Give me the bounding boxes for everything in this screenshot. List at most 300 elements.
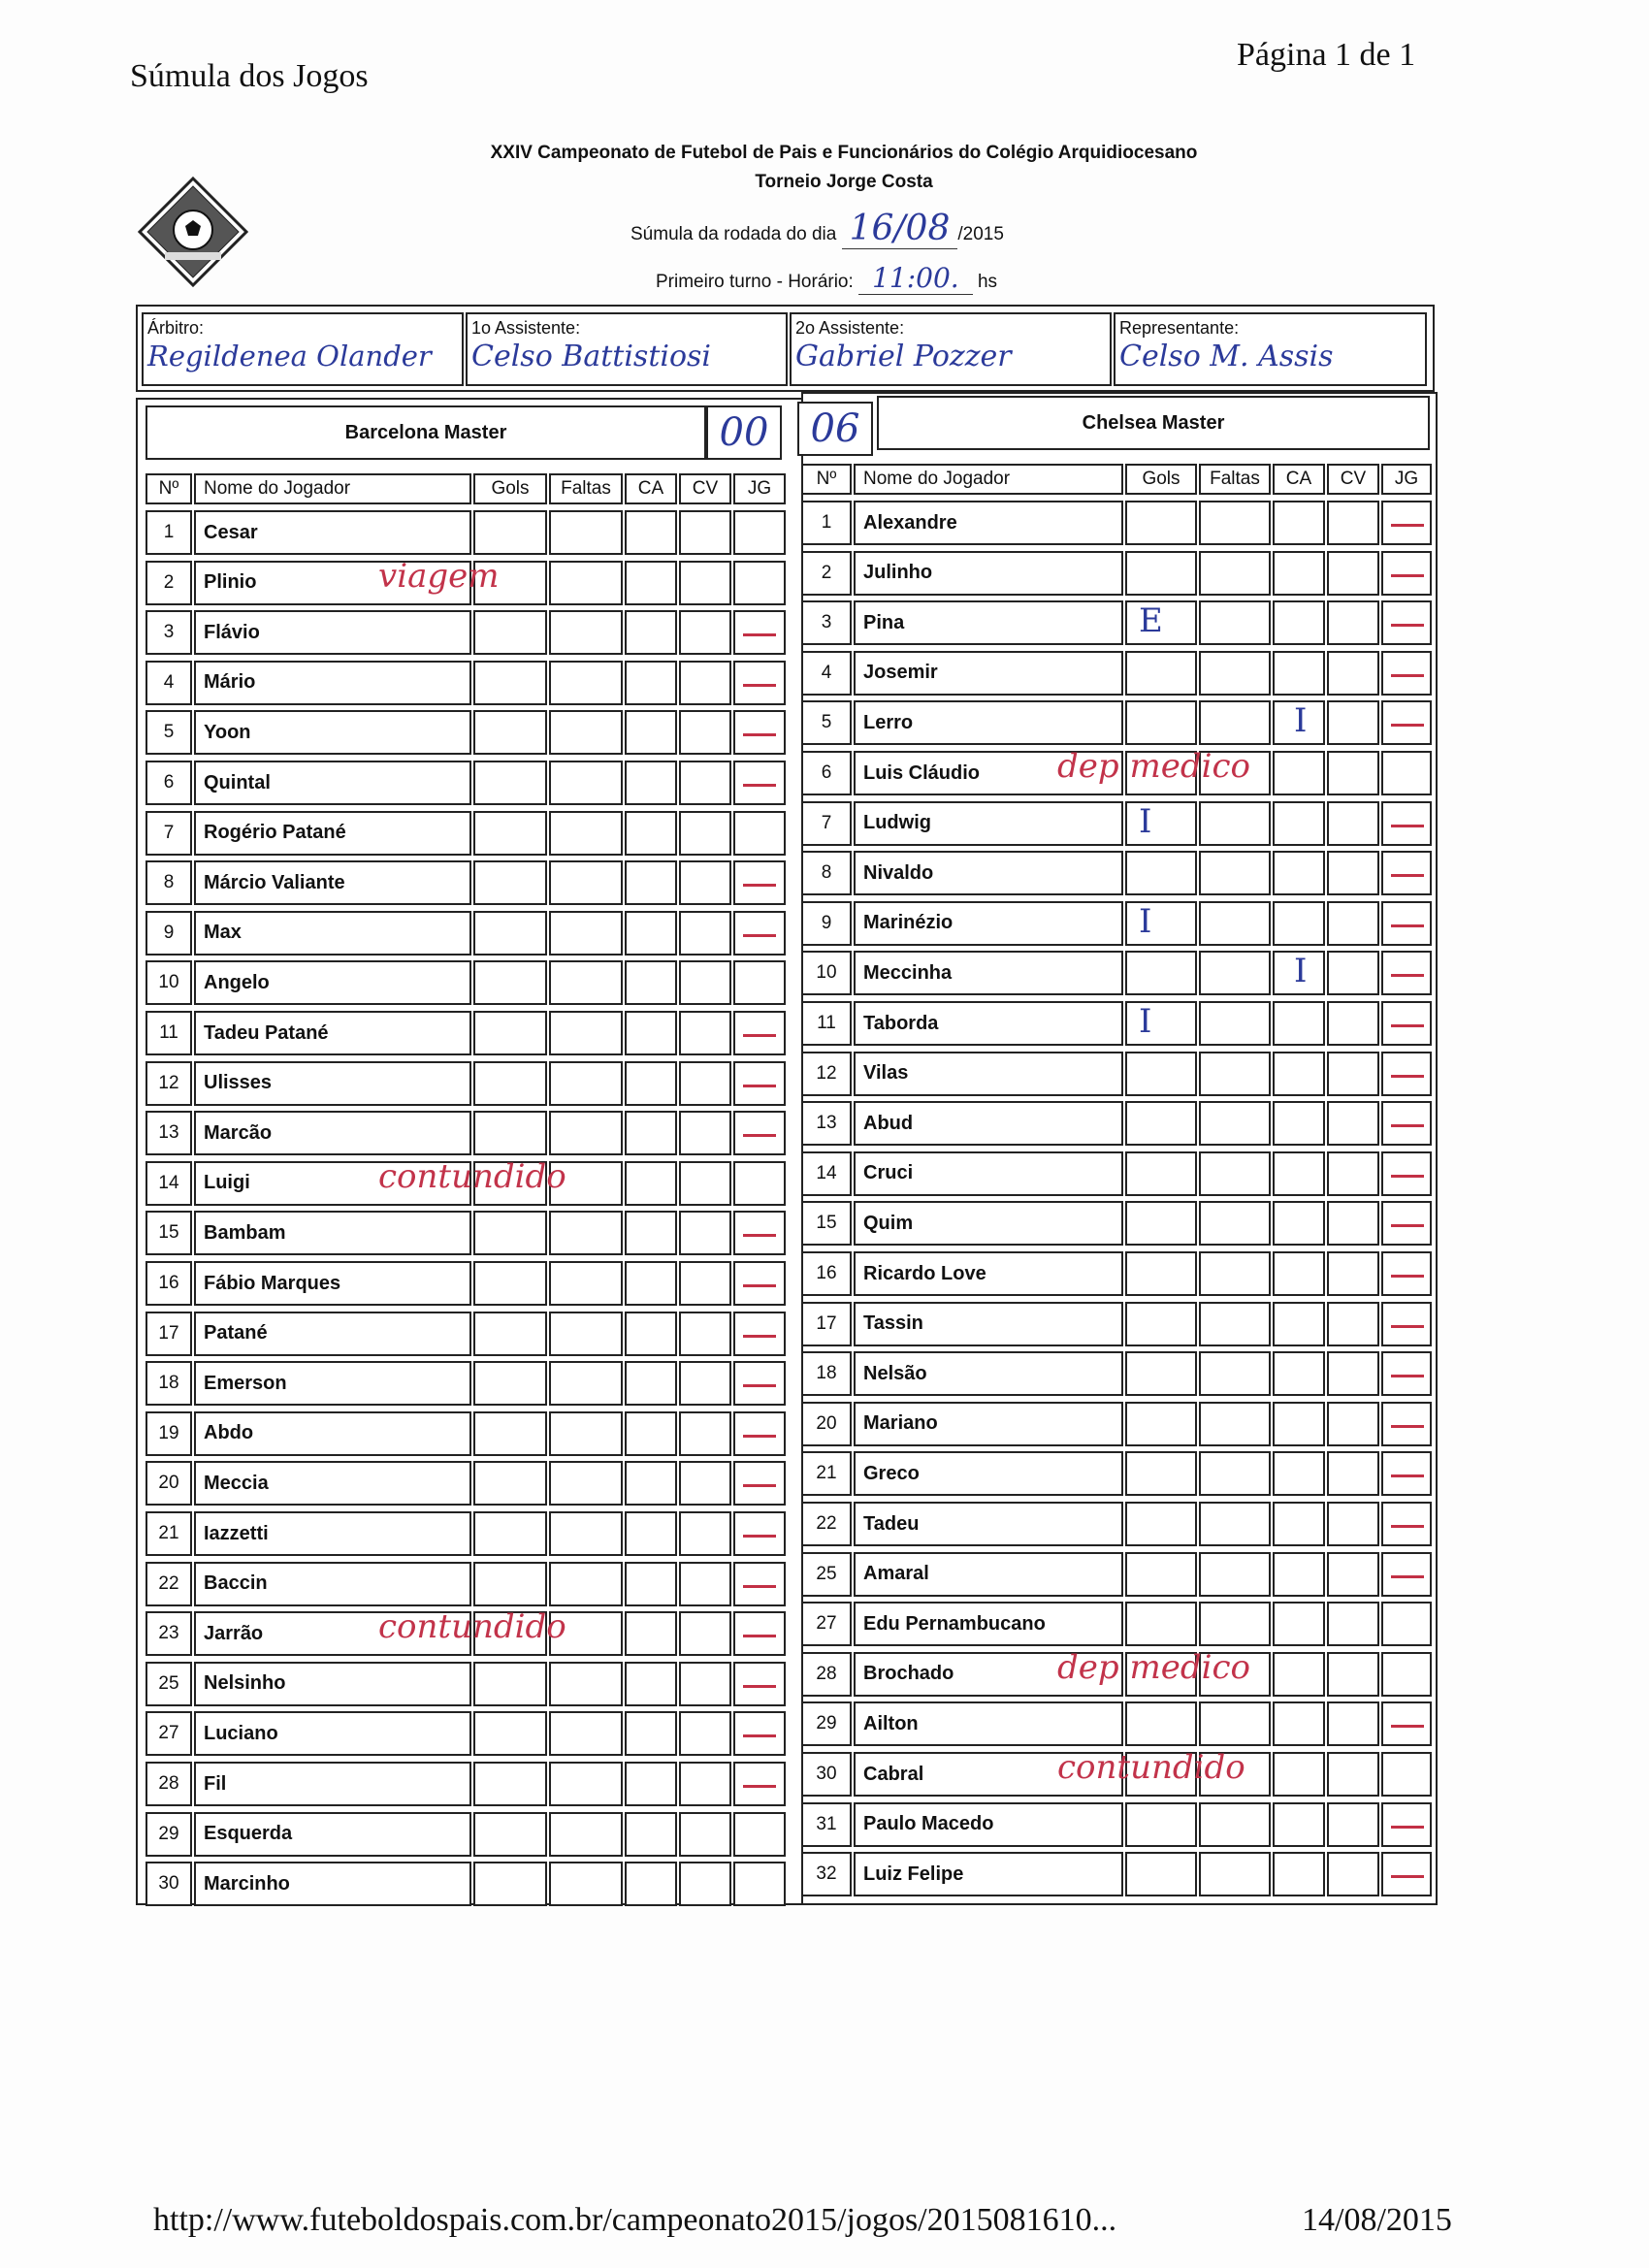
home-player-number: 18	[146, 1361, 192, 1406]
away-player-number: 15	[801, 1201, 852, 1246]
home-player-cv	[679, 1161, 731, 1206]
home-team-name: Barcelona Master	[146, 405, 706, 460]
away-player-ca	[1273, 1001, 1325, 1046]
away-player-gols	[1125, 1001, 1197, 1046]
home-player-gols	[473, 1011, 547, 1055]
home-player-gols	[473, 960, 547, 1005]
away-player-name: Edu Pernambucano	[854, 1602, 1123, 1646]
played-mark	[743, 1134, 776, 1137]
home-player-ca	[625, 1511, 677, 1556]
handwritten-note: dep medico	[1057, 1647, 1250, 1687]
away-player-gols	[1125, 1701, 1197, 1746]
home-player-cv	[679, 710, 731, 755]
championship-title	[407, 139, 1280, 197]
away-player-faltas	[1199, 501, 1271, 545]
away-player-number: 2	[801, 551, 852, 596]
home-player-number: 15	[146, 1211, 192, 1255]
home-player-cv	[679, 1662, 731, 1706]
played-mark	[743, 934, 776, 937]
home-player-cv	[679, 661, 731, 705]
played-mark	[1391, 1826, 1424, 1829]
home-player-jg	[733, 1261, 786, 1306]
home-player-gols	[473, 1361, 547, 1406]
home-player-faltas	[549, 811, 623, 856]
away-player-cv	[1327, 1451, 1379, 1496]
away-col-jg: JG	[1381, 464, 1432, 495]
home-player-faltas	[549, 1461, 623, 1506]
away-player-cv	[1327, 651, 1379, 696]
away-player-jg	[1381, 751, 1432, 795]
played-mark	[743, 1435, 776, 1438]
home-player-ca	[625, 1611, 677, 1656]
home-player-number: 14	[146, 1161, 192, 1206]
away-player-number: 27	[801, 1602, 852, 1646]
home-player-name: Patané	[194, 1312, 471, 1356]
away-player-number: 28	[801, 1652, 852, 1697]
home-player-faltas	[549, 1511, 623, 1556]
home-player-number: 11	[146, 1011, 192, 1055]
away-player-number: 32	[801, 1852, 852, 1896]
away-player-name: Quim	[854, 1201, 1123, 1246]
home-player-cv	[679, 1111, 731, 1155]
home-player-name: Marcinho	[194, 1862, 471, 1906]
home-player-ca	[625, 1211, 677, 1255]
home-player-name: Cesar	[194, 510, 471, 555]
away-player-cv	[1327, 1402, 1379, 1446]
away-player-cv	[1327, 1001, 1379, 1046]
home-player-number: 17	[146, 1312, 192, 1356]
away-player-faltas	[1199, 551, 1271, 596]
document-title: Súmula dos Jogos	[130, 58, 369, 94]
away-player-ca	[1273, 1451, 1325, 1496]
home-player-cv	[679, 1812, 731, 1857]
home-player-jg	[733, 510, 786, 555]
home-player-jg	[733, 761, 786, 805]
away-player-ca	[1273, 1752, 1325, 1797]
away-player-faltas	[1199, 1852, 1271, 1896]
played-mark	[1391, 574, 1424, 577]
away-player-name: Marinézio	[854, 901, 1123, 946]
away-player-faltas	[1199, 700, 1271, 745]
away-player-cv	[1327, 1552, 1379, 1597]
home-player-name: Fil	[194, 1762, 471, 1806]
turno-line	[656, 262, 997, 294]
away-player-faltas	[1199, 951, 1271, 995]
home-player-jg	[733, 1711, 786, 1756]
away-player-faltas	[1199, 1302, 1271, 1346]
home-player-cv	[679, 1611, 731, 1656]
played-mark	[1391, 1474, 1424, 1477]
home-player-gols	[473, 761, 547, 805]
played-mark	[1391, 1275, 1424, 1278]
away-player-name: Vilas	[854, 1052, 1123, 1096]
handwritten-note: contundido	[1057, 1748, 1245, 1787]
home-player-ca	[625, 1862, 677, 1906]
away-player-gols	[1125, 1151, 1197, 1196]
home-player-gols	[473, 1762, 547, 1806]
home-col-name: Nome do Jogador	[194, 473, 471, 504]
away-player-name: Julinho	[854, 551, 1123, 596]
away-player-name: Cruci	[854, 1151, 1123, 1196]
away-player-jg	[1381, 1302, 1432, 1346]
away-player-number: 8	[801, 851, 852, 895]
official-arbitro	[142, 312, 464, 386]
away-player-faltas	[1199, 651, 1271, 696]
home-player-ca	[625, 1261, 677, 1306]
home-player-jg	[733, 1562, 786, 1606]
away-player-name: Mariano	[854, 1402, 1123, 1446]
away-player-gols	[1125, 1451, 1197, 1496]
home-player-gols	[473, 610, 547, 655]
home-player-name: Meccia	[194, 1461, 471, 1506]
home-player-jg	[733, 1011, 786, 1055]
away-player-jg	[1381, 1151, 1432, 1196]
away-col-gols: Gols	[1125, 464, 1197, 495]
played-mark	[1391, 1725, 1424, 1728]
home-player-name: Nelsinho	[194, 1662, 471, 1706]
away-player-ca	[1273, 1101, 1325, 1146]
home-player-gols	[473, 1411, 547, 1456]
home-player-cv	[679, 1461, 731, 1506]
home-player-cv	[679, 1061, 731, 1106]
home-player-cv	[679, 1312, 731, 1356]
away-player-cv	[1327, 851, 1379, 895]
away-player-cv	[1327, 951, 1379, 995]
away-player-number: 17	[801, 1302, 852, 1346]
away-player-cv	[1327, 700, 1379, 745]
away-player-number: 7	[801, 801, 852, 846]
home-player-faltas	[549, 1411, 623, 1456]
played-mark	[1391, 674, 1424, 677]
played-mark	[743, 733, 776, 736]
away-player-faltas	[1199, 1201, 1271, 1246]
away-player-ca	[1273, 1552, 1325, 1597]
away-player-jg	[1381, 1351, 1432, 1396]
home-player-name: Luciano	[194, 1711, 471, 1756]
home-player-number: 8	[146, 860, 192, 905]
home-player-name: Baccin	[194, 1562, 471, 1606]
home-col-jg: JG	[733, 473, 786, 504]
away-player-number: 31	[801, 1802, 852, 1847]
away-player-faltas	[1199, 1451, 1271, 1496]
away-player-gols	[1125, 1552, 1197, 1597]
home-player-jg	[733, 1312, 786, 1356]
handwritten-note: dep medico	[1057, 747, 1250, 786]
away-player-name: Ailton	[854, 1701, 1123, 1746]
away-col-ca: CA	[1273, 464, 1325, 495]
home-player-name: Tadeu Patané	[194, 1011, 471, 1055]
away-player-gols	[1125, 1802, 1197, 1847]
played-mark	[1391, 1075, 1424, 1078]
away-player-name: Meccinha	[854, 951, 1123, 995]
home-player-gols	[473, 710, 547, 755]
played-mark	[1391, 924, 1424, 927]
home-player-name: Emerson	[194, 1361, 471, 1406]
played-mark	[1391, 1525, 1424, 1528]
home-player-name: Iazzetti	[194, 1511, 471, 1556]
home-player-number: 7	[146, 811, 192, 856]
away-player-faltas	[1199, 1351, 1271, 1396]
away-player-name: Paulo Macedo	[854, 1802, 1123, 1847]
away-player-faltas	[1199, 1552, 1271, 1597]
played-mark	[1391, 524, 1424, 527]
away-player-gols	[1125, 951, 1197, 995]
played-mark	[743, 1034, 776, 1037]
away-player-jg	[1381, 1502, 1432, 1546]
away-player-ca	[1273, 1251, 1325, 1296]
home-player-name: Max	[194, 911, 471, 956]
page-number: Página 1 de 1	[1237, 37, 1416, 73]
home-player-gols	[473, 811, 547, 856]
away-player-name: Alexandre	[854, 501, 1123, 545]
away-player-ca	[1273, 1201, 1325, 1246]
away-player-cv	[1327, 1201, 1379, 1246]
played-mark	[743, 1734, 776, 1737]
home-player-jg	[733, 1111, 786, 1155]
handwritten-note: viagem	[378, 556, 500, 596]
away-player-cv	[1327, 1052, 1379, 1096]
away-player-cv	[1327, 1602, 1379, 1646]
home-player-number: 5	[146, 710, 192, 755]
away-player-cv	[1327, 1101, 1379, 1146]
home-player-number: 29	[146, 1812, 192, 1857]
home-player-ca	[625, 761, 677, 805]
home-player-jg	[733, 661, 786, 705]
home-player-ca	[625, 510, 677, 555]
away-player-gols	[1125, 1502, 1197, 1546]
away-player-faltas	[1199, 1052, 1271, 1096]
away-player-number: 14	[801, 1151, 852, 1196]
footer	[153, 2202, 1452, 2239]
home-player-name: Esquerda	[194, 1812, 471, 1857]
away-player-jg	[1381, 1402, 1432, 1446]
home-player-cv	[679, 510, 731, 555]
away-player-jg	[1381, 901, 1432, 946]
home-player-cv	[679, 860, 731, 905]
home-player-cv	[679, 1211, 731, 1255]
home-col-faltas: Faltas	[549, 473, 623, 504]
goal-mark: I	[1139, 1002, 1152, 1041]
home-player-cv	[679, 811, 731, 856]
away-player-jg	[1381, 1201, 1432, 1246]
home-player-gols	[473, 1862, 547, 1906]
played-mark	[743, 1785, 776, 1788]
handwritten-note: contundido	[378, 1156, 566, 1196]
home-player-cv	[679, 1411, 731, 1456]
home-player-cv	[679, 960, 731, 1005]
away-player-name: Pina	[854, 600, 1123, 645]
home-player-name: Bambam	[194, 1211, 471, 1255]
home-player-cv	[679, 610, 731, 655]
away-player-number: 18	[801, 1351, 852, 1396]
home-player-number: 13	[146, 1111, 192, 1155]
home-player-jg	[733, 911, 786, 956]
away-player-number: 22	[801, 1502, 852, 1546]
home-player-name: Quintal	[194, 761, 471, 805]
away-col-num: Nº	[801, 464, 852, 495]
home-player-cv	[679, 1011, 731, 1055]
away-player-jg	[1381, 700, 1432, 745]
home-player-name: Mário	[194, 661, 471, 705]
home-player-ca	[625, 811, 677, 856]
away-player-number: 4	[801, 651, 852, 696]
away-col-cv: CV	[1327, 464, 1379, 495]
played-mark	[1391, 974, 1424, 977]
away-player-ca	[1273, 1351, 1325, 1396]
yellow-card-mark: I	[1294, 701, 1308, 741]
home-player-name: Ulisses	[194, 1061, 471, 1106]
home-player-name: Márcio Valiante	[194, 860, 471, 905]
played-mark	[743, 1635, 776, 1637]
official-value: Celso M. Assis	[1119, 340, 1334, 373]
away-player-gols	[1125, 700, 1197, 745]
home-player-ca	[625, 1762, 677, 1806]
official-label: Representante:	[1119, 318, 1240, 338]
home-player-faltas	[549, 960, 623, 1005]
home-player-gols	[473, 1812, 547, 1857]
home-player-jg	[733, 1862, 786, 1906]
home-player-number: 4	[146, 661, 192, 705]
played-mark	[1391, 1425, 1424, 1428]
home-player-cv	[679, 1511, 731, 1556]
away-player-ca	[1273, 751, 1325, 795]
home-player-number: 6	[146, 761, 192, 805]
away-player-gols	[1125, 1201, 1197, 1246]
home-player-jg	[733, 1611, 786, 1656]
home-player-ca	[625, 960, 677, 1005]
away-player-ca	[1273, 1852, 1325, 1896]
away-player-ca	[1273, 1052, 1325, 1096]
away-player-jg	[1381, 951, 1432, 995]
home-player-faltas	[549, 610, 623, 655]
played-mark	[743, 1234, 776, 1237]
away-player-ca	[1273, 1502, 1325, 1546]
away-team-name: Chelsea Master	[877, 396, 1430, 450]
away-player-number: 20	[801, 1402, 852, 1446]
away-player-cv	[1327, 1302, 1379, 1346]
home-player-faltas	[549, 1011, 623, 1055]
away-player-number: 5	[801, 700, 852, 745]
home-player-faltas	[549, 1111, 623, 1155]
home-player-name: Luigi	[194, 1161, 471, 1206]
home-player-jg	[733, 710, 786, 755]
home-player-name: Flávio	[194, 610, 471, 655]
played-mark	[1391, 1124, 1424, 1127]
away-player-faltas	[1199, 1502, 1271, 1546]
home-player-gols	[473, 1111, 547, 1155]
home-player-name: Fábio Marques	[194, 1261, 471, 1306]
played-mark	[1391, 874, 1424, 877]
played-mark	[743, 1484, 776, 1487]
away-player-cv	[1327, 600, 1379, 645]
home-player-faltas	[549, 1862, 623, 1906]
rodada-label: Súmula da rodada do dia	[630, 224, 837, 244]
official-assistente-1	[466, 312, 788, 386]
home-player-jg	[733, 1361, 786, 1406]
away-player-name: Ludwig	[854, 801, 1123, 846]
home-player-ca	[625, 610, 677, 655]
home-score: 00	[706, 405, 782, 460]
home-player-jg	[733, 1461, 786, 1506]
home-player-number: 1	[146, 510, 192, 555]
away-player-gols	[1125, 1251, 1197, 1296]
away-player-number: 10	[801, 951, 852, 995]
home-player-gols	[473, 1211, 547, 1255]
official-value: Regildenea Olander	[147, 340, 432, 373]
home-player-faltas	[549, 1361, 623, 1406]
away-player-name: Cabral	[854, 1752, 1123, 1797]
home-player-ca	[625, 1011, 677, 1055]
away-player-ca	[1273, 551, 1325, 596]
home-player-faltas	[549, 1562, 623, 1606]
footer-date: 14/08/2015	[1302, 2202, 1452, 2238]
home-player-faltas	[549, 510, 623, 555]
away-player-jg	[1381, 600, 1432, 645]
away-player-name: Luis Cláudio	[854, 751, 1123, 795]
away-player-gols	[1125, 901, 1197, 946]
home-player-gols	[473, 860, 547, 905]
home-player-number: 27	[146, 1711, 192, 1756]
home-player-gols	[473, 1562, 547, 1606]
away-player-jg	[1381, 851, 1432, 895]
away-player-name: Brochado	[854, 1652, 1123, 1697]
home-player-faltas	[549, 860, 623, 905]
away-player-name: Josemir	[854, 651, 1123, 696]
away-player-number: 12	[801, 1052, 852, 1096]
away-player-faltas	[1199, 901, 1271, 946]
horario-value: 11:00.	[858, 262, 973, 295]
away-player-jg	[1381, 1001, 1432, 1046]
home-player-name: Abdo	[194, 1411, 471, 1456]
away-player-cv	[1327, 1852, 1379, 1896]
played-mark	[743, 633, 776, 636]
away-player-gols	[1125, 1302, 1197, 1346]
rodada-year: /2015	[957, 224, 1004, 244]
away-player-number: 21	[801, 1451, 852, 1496]
away-player-faltas	[1199, 1001, 1271, 1046]
horario-suffix: hs	[977, 272, 998, 292]
away-score: 06	[797, 402, 873, 456]
home-player-cv	[679, 1361, 731, 1406]
home-player-ca	[625, 1662, 677, 1706]
official-assistente-2	[790, 312, 1112, 386]
away-player-cv	[1327, 801, 1379, 846]
official-label: Árbitro:	[147, 318, 205, 338]
home-player-faltas	[549, 1662, 623, 1706]
home-player-ca	[625, 1411, 677, 1456]
away-player-faltas	[1199, 1602, 1271, 1646]
home-player-number: 20	[146, 1461, 192, 1506]
home-player-gols	[473, 1312, 547, 1356]
away-player-faltas	[1199, 1402, 1271, 1446]
home-player-number: 19	[146, 1411, 192, 1456]
home-player-faltas	[549, 710, 623, 755]
away-player-ca	[1273, 651, 1325, 696]
away-player-cv	[1327, 751, 1379, 795]
goal-mark: I	[1139, 901, 1152, 941]
home-player-faltas	[549, 1812, 623, 1857]
title-line-2: Torneio Jorge Costa	[755, 172, 933, 192]
away-player-number: 13	[801, 1101, 852, 1146]
away-player-ca	[1273, 1602, 1325, 1646]
away-player-gols	[1125, 1602, 1197, 1646]
away-player-number: 1	[801, 501, 852, 545]
home-player-faltas	[549, 761, 623, 805]
away-player-jg	[1381, 651, 1432, 696]
away-player-jg	[1381, 1251, 1432, 1296]
home-col-gols: Gols	[473, 473, 547, 504]
played-mark	[1391, 1575, 1424, 1578]
